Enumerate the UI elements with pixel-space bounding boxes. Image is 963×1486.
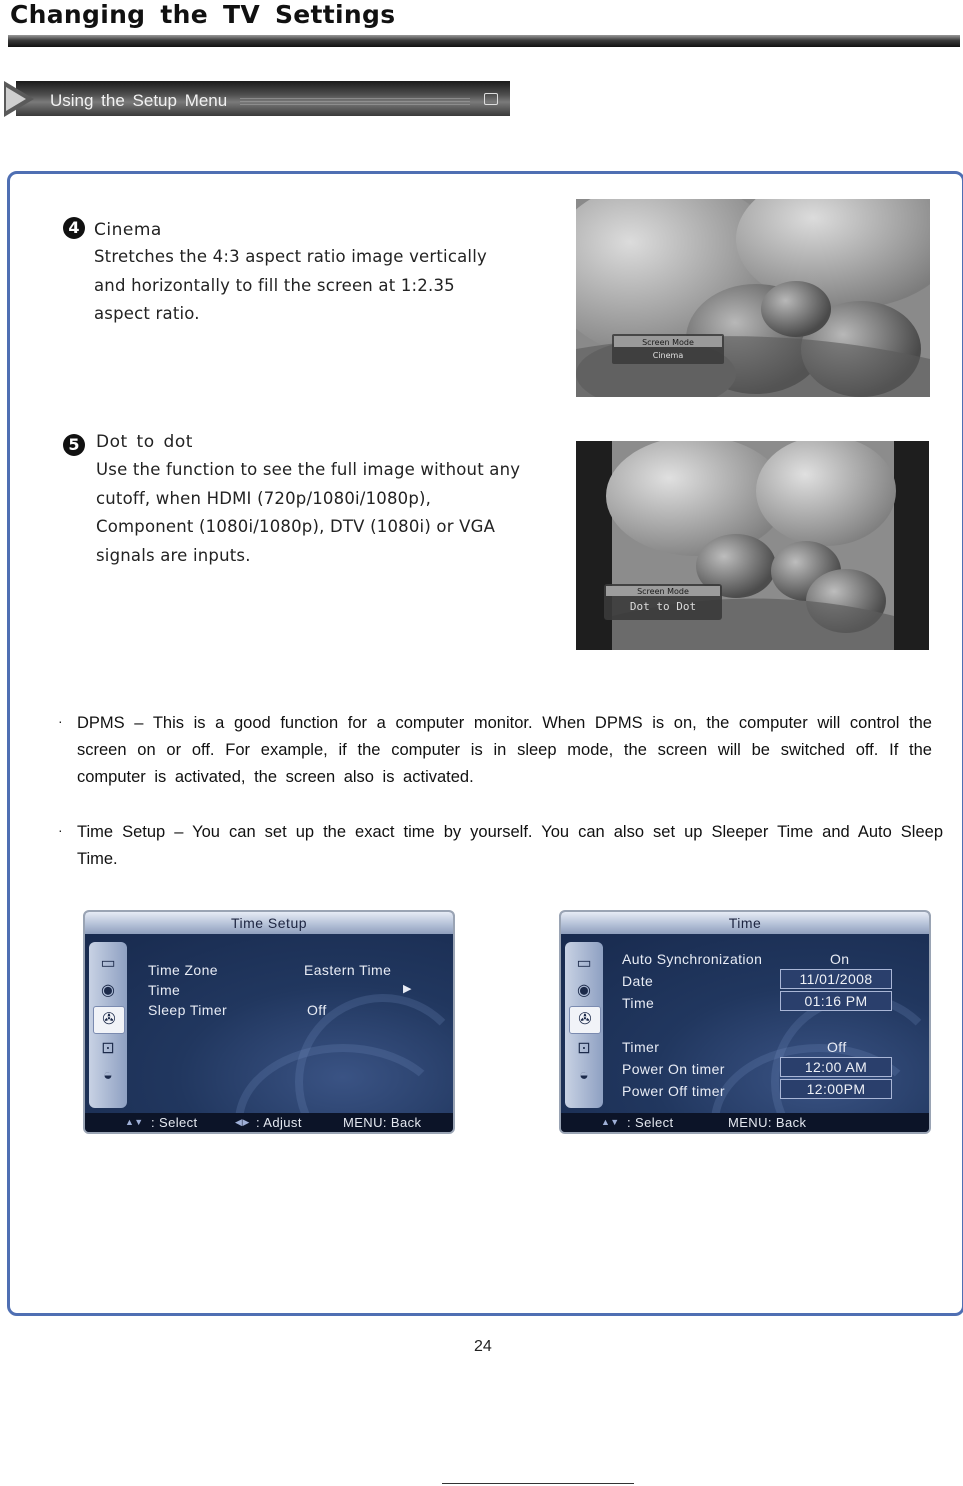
footer-back-hint: MENU: Back <box>343 1115 422 1130</box>
menu-body <box>561 934 929 1113</box>
menu-value-time-zone[interactable]: Eastern Time <box>304 962 392 978</box>
menu-value-auto-sync[interactable]: On <box>830 951 850 967</box>
up-down-arrows-icon: ▲▼ <box>601 1117 620 1127</box>
item-title-dot-to-dot: Dot to dot <box>96 432 193 452</box>
menu-item-power-off-timer[interactable]: Power Off timer <box>622 1083 725 1099</box>
footer-select-hint: : Select <box>151 1115 198 1130</box>
overlay-heading: Screen Mode <box>637 587 689 596</box>
banner-box-icon <box>484 93 498 105</box>
power-off-timer-field[interactable]: 12:00PM <box>780 1079 892 1099</box>
menu-sidebar <box>565 942 603 1108</box>
menu-item-date[interactable]: Date <box>622 973 654 989</box>
overlay-value: Cinema <box>652 351 684 360</box>
bullet-symbol: · <box>58 713 63 729</box>
menu-title: Time Setup <box>85 912 453 934</box>
banner-decoration <box>240 98 470 106</box>
item-description-dot-to-dot <box>96 456 556 570</box>
footer-back-hint: MENU: Back <box>728 1115 807 1130</box>
menu-title: Time <box>561 912 929 934</box>
item-description-cinema <box>94 243 534 329</box>
menu-sidebar <box>89 942 127 1108</box>
power-on-timer-field[interactable]: 12:00 AM <box>780 1057 892 1077</box>
submenu-arrow-icon[interactable]: ▶ <box>403 983 412 995</box>
title-rule <box>8 35 960 47</box>
menu-item-time[interactable]: Time <box>148 982 181 998</box>
banner-arrow-highlight <box>6 87 26 111</box>
bullet-dpms: DPMS – This is a good function for a computer monitor. When DPMS is on, the computer will control the screen on or off. For example, if the computer is in sleep mode, the screen will be switched off. If the computer is activated, the screen also is activated. <box>77 714 932 786</box>
setup-tools-icon[interactable]: ✇ <box>93 1006 125 1034</box>
page-title: Changing the TV Settings <box>10 0 396 29</box>
overlay-heading: Screen Mode <box>642 338 694 347</box>
menu-item-auto-sync[interactable]: Auto Synchronization <box>622 951 763 967</box>
setup-tools-icon[interactable]: ✇ <box>569 1006 601 1034</box>
left-right-arrows-icon: ◀▶ <box>235 1117 250 1127</box>
bullet-symbol: · <box>58 822 63 838</box>
menu-item-time-zone[interactable]: Time Zone <box>148 962 218 978</box>
description-line: Component (1080i/1080p), DTV (1080i) or VGA <box>96 517 496 536</box>
time-field[interactable]: 01:16 PM <box>780 991 892 1011</box>
menu-footer <box>561 1113 929 1132</box>
menu-item-power-on-timer[interactable]: Power On timer <box>622 1061 725 1077</box>
menu-value-sleep-timer[interactable]: Off <box>307 1002 327 1018</box>
bullet-time-setup: Time Setup – You can set up the exact time by yourself. You can also set up Sleeper Time and Auto Sleep Time. <box>77 823 943 868</box>
dot-to-dot-mode-photo <box>576 441 929 650</box>
footer-adjust-hint: : Adjust <box>256 1115 302 1130</box>
section-banner-text: Using the Setup Menu <box>50 91 228 110</box>
cinema-mode-photo <box>576 199 930 397</box>
lock-icon[interactable]: ⊡ <box>101 1040 115 1057</box>
item-number-badge: 4 <box>63 217 85 239</box>
overlay-value: Dot to Dot <box>629 600 697 613</box>
item-number-badge: 5 <box>63 434 85 456</box>
footer-rule <box>442 1483 634 1484</box>
time-setup-menu-screen <box>83 910 455 1134</box>
description-line: Stretches the 4:3 aspect ratio image vertically <box>94 247 487 266</box>
description-line: cutoff, when HDMI (720p/1080i/1080p), <box>96 488 432 508</box>
menu-value-timer[interactable]: Off <box>827 1039 847 1055</box>
camera-icon[interactable]: ◉ <box>101 982 115 999</box>
menu-body <box>85 934 453 1113</box>
menu-item-sleep-timer[interactable]: Sleep Timer <box>148 1002 228 1018</box>
tv-icon[interactable]: ▭ <box>576 955 592 972</box>
description-line: and horizontally to fill the screen at 1:2.35 <box>94 275 455 295</box>
menu-item-time[interactable]: Time <box>622 995 655 1011</box>
description-line: aspect ratio. <box>94 304 200 323</box>
up-down-arrows-icon: ▲▼ <box>125 1117 144 1127</box>
menu-item-timer[interactable]: Timer <box>622 1039 660 1055</box>
time-menu-screen <box>559 910 931 1134</box>
camera-icon[interactable]: ◉ <box>577 982 591 999</box>
menu-footer <box>85 1113 453 1132</box>
satellite-dish-icon[interactable]: ◒ <box>579 1067 589 1084</box>
lock-icon[interactable]: ⊡ <box>577 1040 591 1057</box>
description-line: signals are inputs. <box>96 545 251 565</box>
tv-icon[interactable]: ▭ <box>100 955 116 972</box>
footer-select-hint: : Select <box>627 1115 674 1130</box>
description-line: Use the function to see the full image without any <box>96 460 521 479</box>
satellite-dish-icon[interactable]: ◒ <box>103 1067 113 1084</box>
item-title-cinema: Cinema <box>94 220 162 240</box>
date-field[interactable]: 11/01/2008 <box>780 969 892 989</box>
page-number: 24 <box>474 1338 492 1355</box>
